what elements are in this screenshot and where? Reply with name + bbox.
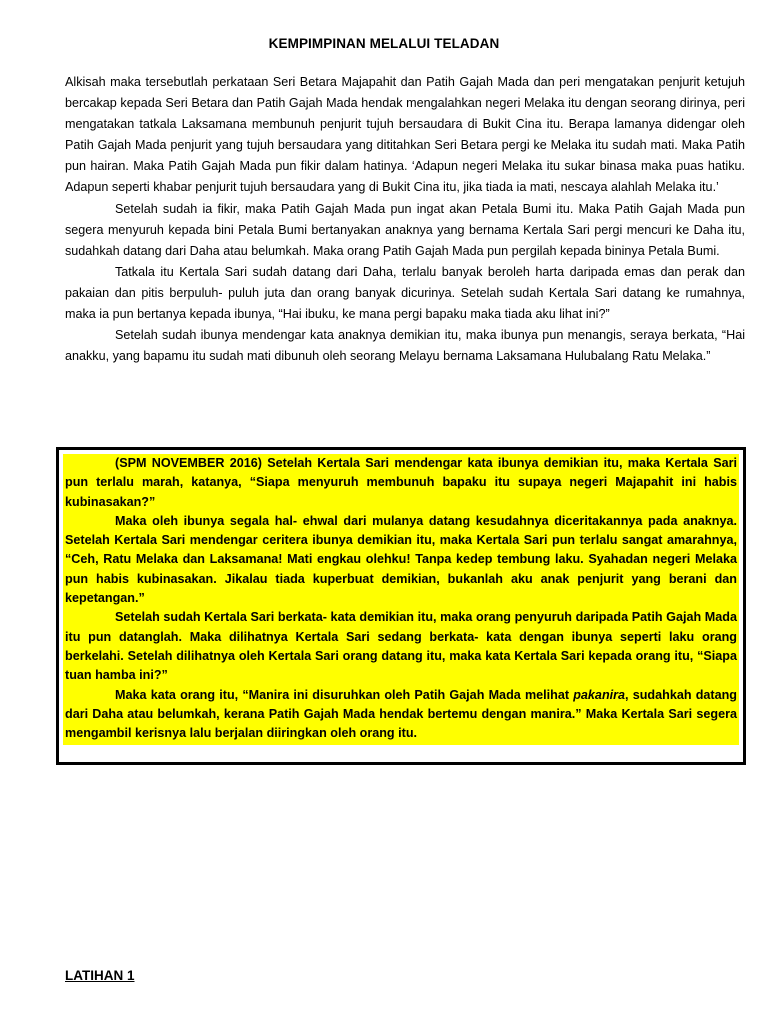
excerpt-p4-before: Maka kata orang itu, “Manira ini disuruhkan oleh Patih Gajah Mada melihat xyxy=(115,687,574,702)
story-paragraph-3: Tatkala itu Kertala Sari sudah datang dari Daha, terlalu banyak beroleh harta daripada emas dan perak dan pakaian dan pitis berpuluh- puluh juta dan orang banyak dicurinya. Setelah sudah Kertala Sari datang ke rumahnya, maka ia pun bertanya kepada ibunya, “Hai ibuku, ke mana pergi bapaku maka tiada aku lihat ini?” xyxy=(65,264,745,322)
excerpt-paragraph-3: Setelah sudah Kertala Sari berkata- kata demikian itu, maka orang penyuruh daripada Patih Gajah Mada itu pun datanglah. Maka dilihatnya Kertala Sari sedang berkata- kata dengan ibunya seperti laku orang berkelahi. Setelah dilihatnya oleh Kertala Sari orang datang itu, maka kata Kertala Sari kepada orang itu, “Siapa tuan hamba ini?” xyxy=(65,610,737,683)
excerpt-p4-after: , sudahkah datang dari Daha atau belumkah, kerana Patih Gajah Mada hendak bertemu dengan manira.” Maka Kertala Sari segera mengambil kerisnya lalu berjalan diiringkan oleh orang itu. xyxy=(65,687,737,741)
exercise-heading: LATIHAN 1 xyxy=(65,968,135,983)
excerpt-paragraph-1: (SPM NOVEMBER 2016) Setelah Kertala Sari mendengar kata ibunya demikian itu, maka Kertala Sari pun terlalu marah, katanya, “Siapa menyuruh membunuh bapaku itu supaya negeri Majapahit ini habis kubinasakan?” xyxy=(65,456,737,509)
document-title: KEMPIMPINAN MELALUI TELADAN xyxy=(268,36,500,51)
excerpt-paragraph-2: Maka oleh ibunya segala hal- ehwal dari mulanya datang kesudahnya diceritakannya pada anaknya. Setelah Kertala Sari mendengar ceritera ibunya demikian itu, maka Kertala Sari pun terlalu sangat amarahnya, “Ceh, Ratu Melaka dan Laksamana! Mati engkau olehku! Tanpa kedep tembung laku. Syahadan negeri Melaka pun habis kubinasakan. Jikalau tiada kuperbuat demikian, bukanlah aku anak penjurit yang berani dan kepetangan.” xyxy=(65,513,737,606)
excerpt-p4-emphasis: pakanira xyxy=(573,687,626,702)
story-paragraph-4: Setelah sudah ibunya mendengar kata anaknya demikian itu, maka ibunya pun menangis, seraya berkata, “Hai anakku, yang bapamu itu sudah mati dibunuh oleh seorang Melayu bernama Laksamana Hulubalang Ratu Melaka.” xyxy=(65,328,745,364)
highlighted-excerpt xyxy=(63,454,739,745)
exam-excerpt-box xyxy=(56,447,746,765)
excerpt-paragraph-4 xyxy=(65,686,737,744)
story-paragraph-2: Setelah sudah ia fikir, maka Patih Gajah Mada pun ingat akan Petala Bumi itu. Maka Patih Gajah Mada pun segera menyuruh kepada bini Petala Bumi bertanyakan anaknya yang bernama Kertala Sari pergi mencuri ke Daha itu, sudahkah datang dari Daha atau belumkah. Maka orang Patih Gajah Mada pun pergilah kepada bininya Petala Bumi. xyxy=(65,201,745,258)
story-body xyxy=(65,72,745,367)
story-paragraph-1: Alkisah maka tersebutlah perkataan Seri Betara Majapahit dan Patih Gajah Mada dan peri mengatakan penjurit ketujuh bercakap kepada Seri Betara dan Patih Gajah Mada hendak mengalahkan negeri Melaka itu dengan seorang dirinya, peri mengatakan tatkala Laksamana membunuh penjurit tujuh bersaudara di Bukit Cina itu. Berapa lamanya didengar oleh Patih Gajah Mada penjurit yang tujuh bersaudara yang dititahkan Seri Betara pergi ke Melaka itu sudah mati. Maka Patih pun hairan. Maka Patih Gajah Mada pun fikir dalam hatinya. ‘Adapun negeri Melaka itu sukar binasa maka puas hatiku. Adapun seperti khabar penjurit tujuh bersaudara yang di Bukit Cina itu, jika tiada ia mati, nescaya alahlah Melaka itu.’ xyxy=(65,75,745,195)
